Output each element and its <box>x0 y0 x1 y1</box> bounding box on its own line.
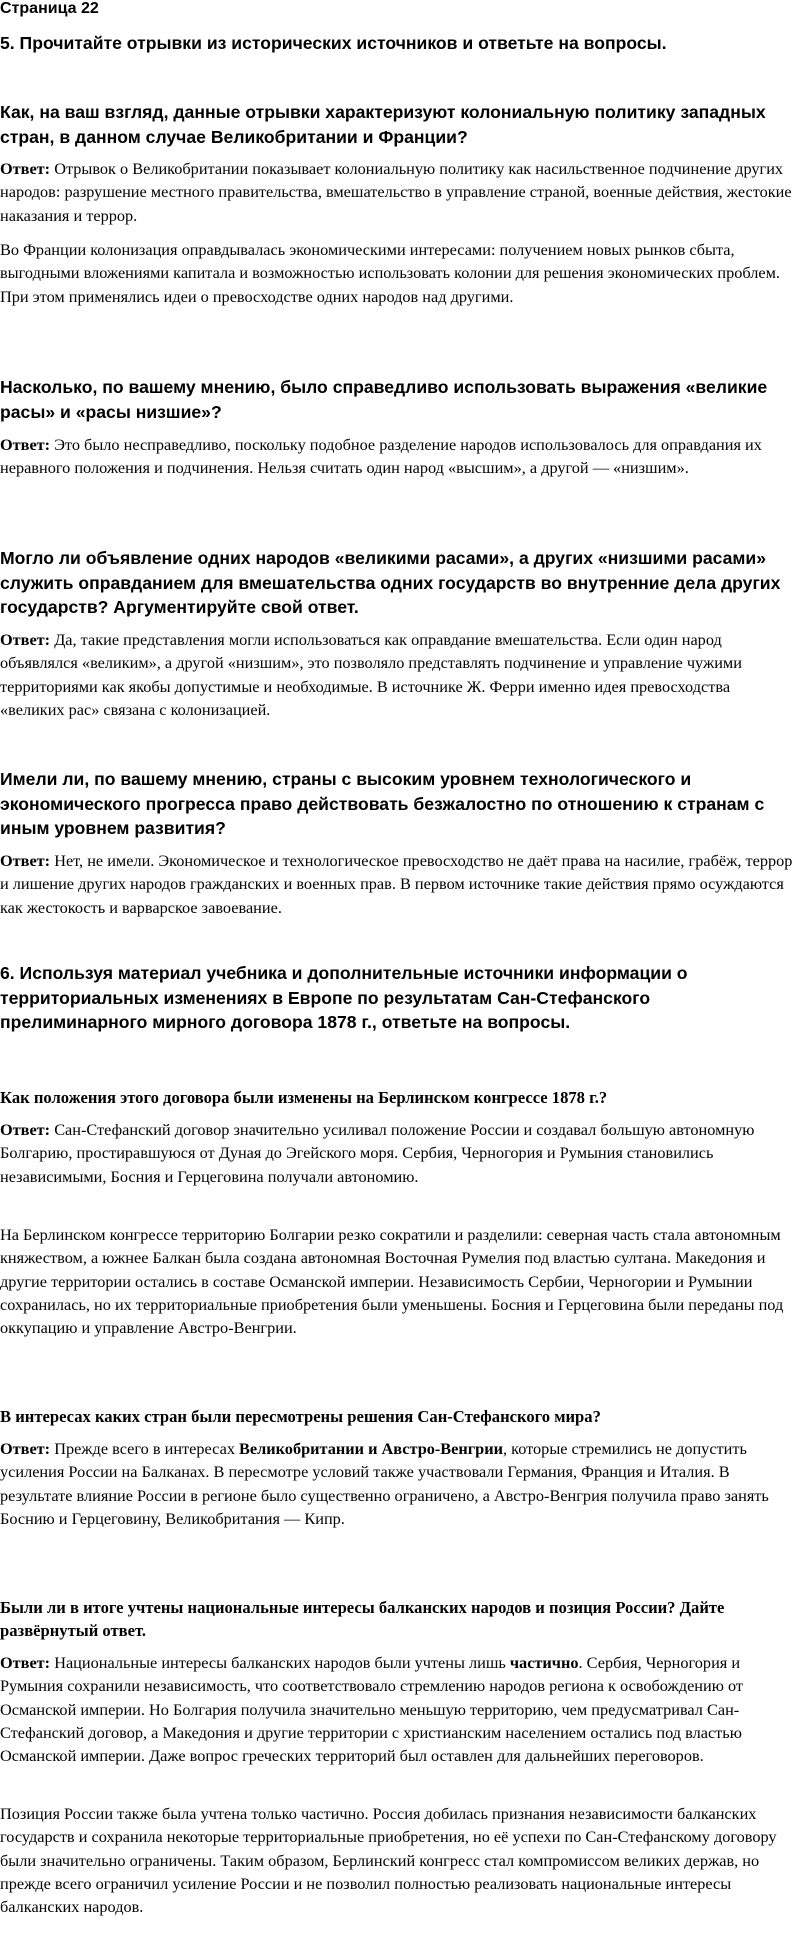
answer-text: Прежде всего в интересах <box>54 1439 240 1458</box>
answer-label: Ответ: <box>0 1120 51 1139</box>
task-6-question-2: В интересах каких стран были пересмотрены решения Сан-Стефанского мира? <box>0 1407 601 1426</box>
answer-label: Ответ: <box>0 851 51 870</box>
answer-text: , которые стремились не допустить усиления России на Балканах. В пересмотре условий также участвовали Германия, Франция и Италия. В результате влияние России в регионе было существенно ограничено, а Австро-Венгрия получила право занять Боснию и Герцеговину, Великобритания — Кипр. <box>0 1439 769 1528</box>
answer-text: Сан-Стефанский договор значительно усиливал положение России и создавал большую автономную Болгарию, простиравшуюся от Дуная до Эгейского моря. Сербия, Черногория и Румыния становились независимыми, Босния и Герцеговина получали автономию. <box>0 1120 755 1186</box>
answer-text: . Сербия, Черногория и Румыния сохранили независимость, что соответствовало стремлению народов региона к освобождению от Османской империи. Но Болгария получила значительно меньшую территорию, чем предусматривал Сан-Стефанский договор, а Македония и другие территории с христианским населением остались под властью Османской империи. Даже вопрос греческих территорий был оставлен для дальнейших переговоров. <box>0 1653 743 1766</box>
task-5-answer-1-continued: Во Франции колонизация оправдывалась экономическими интересами: получением новых рынков сбыта, выгодными вложениями капитала и возможностью использовать колонии для решения экономических проблем. При этом применялись идеи о превосходстве одних народов над другими. <box>0 240 780 306</box>
task-5-answer-3 <box>0 628 798 721</box>
task-5-answer-4 <box>0 849 798 919</box>
answer-text: Это было несправедливо, поскольку подобное разделение народов использовалось для оправдания их неравного положения и подчинения. Нельзя считать один народ «высшим», а другой — «низшим». <box>0 435 762 478</box>
answer-text: Нет, не имели. Экономическое и технологическое превосходство не даёт права на насилие, грабёж, террор и лишение других народов гражданских и военных прав. В первом источнике такие действия прямо осуждаются как жестокость и варварское завоевание. <box>0 851 793 917</box>
task-6-answer-3-continued: Позиция России также была учтена только частично. Россия добилась признания независимости балканских государств и сохранила некоторые территориальные приобретения, но её успехи по Сан-Стефанскому договору были значительно ограничены. Таким образом, Берлинский конгресс стал компромиссом великих держав, но прежде всего ограничил усиление России и не позволил полностью реализовать национальные интересы балканских народов. <box>0 1804 777 1917</box>
page-title: Страница 22 <box>0 0 99 17</box>
task-5-answer-2 <box>0 433 798 480</box>
task-6-answer-1-continued: На Берлинском конгрессе территорию Болгарии резко сократили и разделили: северная часть стала автономным княжеством, а южнее Балкан была создана автономная Восточная Румелия под властью султана. Македония и другие территории остались в составе Османской империи. Независимость Сербии, Черногории и Румынии сохранилась, но их территориальные приобретения были уменьшены. Босния и Герцеговина были переданы под оккупацию и управление Австро-Венгрии. <box>0 1225 784 1338</box>
answer-label: Ответ: <box>0 435 51 454</box>
task-6-question-1: Как положения этого договора были изменены на Берлинском конгрессе 1878 г.? <box>0 1088 608 1107</box>
answer-highlight: частично <box>509 1653 579 1672</box>
answer-text: Да, такие представления могли использоваться как оправдание вмешательства. Если один народ объявлялся «великим», а другой «низшим», это позволяло представлять подчинение и управление чужими территориями как якобы допустимые и необходимые. В источнике Ж. Ферри именно идея превосходства «великих рас» связана с колонизацией. <box>0 630 742 719</box>
task-6-question-3: Были ли в итоге учтены национальные интересы балканских народов и позиция России? Дайте развёрнутый ответ. <box>0 1598 725 1640</box>
task-6-answer-3 <box>0 1651 798 1767</box>
task-5-heading: 5. Прочитайте отрывки из исторических источников и ответьте на вопросы. <box>0 33 667 53</box>
answer-label: Ответ: <box>0 630 51 649</box>
task-6-answer-1 <box>0 1118 798 1188</box>
answer-label: Ответ: <box>0 1439 51 1458</box>
task-6-answer-2 <box>0 1437 798 1530</box>
task-5-answer-1 <box>0 157 798 227</box>
answer-label: Ответ: <box>0 159 51 178</box>
answer-text: Отрывок о Великобритании показывает колониальную политику как насильственное подчинение других народов: разрушение местного правительства, вмешательство в управление страной, военные действия, жестокие наказания и террор. <box>0 159 792 225</box>
task-5-question-2: Насколько, по вашему мнению, было справедливо использовать выражения «великие расы» и «расы низшие»? <box>0 377 768 422</box>
task-6-heading: 6. Используя материал учебника и дополнительные источники информации о территориальных изменениях в Европе по результатам Сан-Стефанского прелиминарного мирного договора 1878 г., ответьте на вопросы. <box>0 963 688 1033</box>
answer-label: Ответ: <box>0 1653 51 1672</box>
task-5-question-3: Могло ли объявление одних народов «великими расами», а других «низшими расами» служить оправданием для вмешательства одних государств во внутренние дела других государств? Аргументируйте свой ответ. <box>0 548 781 618</box>
task-5-question-4: Имели ли, по вашему мнению, страны с высоким уровнем технологического и экономического прогресса право действовать безжалостно по отношению к странам с иным уровнем развития? <box>0 769 765 839</box>
task-5-question-1: Как, на ваш взгляд, данные отрывки характеризуют колониальную политику западных стран, в данном случае Великобритании и Франции? <box>0 102 766 147</box>
answer-highlight: Великобритании и Австро-Венгрии <box>239 1439 503 1458</box>
answer-text: Национальные интересы балканских народов были учтены лишь <box>54 1653 510 1672</box>
